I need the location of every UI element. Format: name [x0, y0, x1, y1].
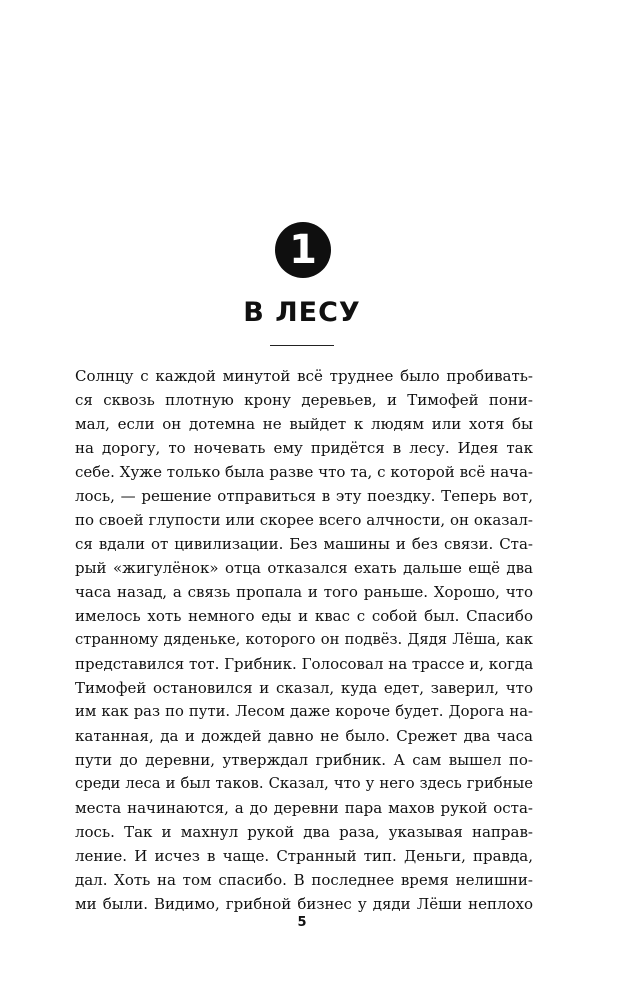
text-line: дал. Хоть на том спасибо. В последнее время нелишни-: [75, 871, 533, 889]
chapter-number-badge: 1: [275, 222, 331, 278]
text-line: часа назад, а связь пропала и того раньше. Хорошо, что: [75, 583, 533, 601]
text-line: рый «жигулёнок» отца отказался ехать дальше ещё два: [75, 559, 533, 577]
text-line: лось, — решение отправиться в эту поездку. Теперь вот,: [75, 487, 533, 505]
text-line: ми были. Видимо, грибной бизнес у дяди Лёши неплохо: [75, 895, 533, 913]
text-line: Солнцу с каждой минутой всё труднее было пробивать-: [75, 367, 533, 385]
text-line: имелось хоть немного еды и квас с собой был. Спасибо: [75, 607, 533, 625]
text-line: лось. Так и махнул рукой два раза, указывая направ-: [75, 823, 533, 841]
text-line: места начинаются, а до деревни пара махов рукой оста-: [75, 799, 533, 817]
text-line: мал, если он дотемна не выйдет к людям или хотя бы: [75, 415, 533, 433]
text-line: ление. И исчез в чаще. Странный тип. Деньги, правда,: [75, 847, 533, 865]
text-line: им как раз по пути. Лесом даже короче будет. Дорога на-: [75, 703, 533, 720]
text-line: ся вдали от цивилизации. Без машины и без связи. Ста-: [75, 535, 533, 553]
title-divider: [270, 345, 334, 346]
text-line: странному дяденьке, которого он подвёз. Дядя Лёша, как: [75, 631, 533, 648]
page-number: 5: [297, 915, 307, 930]
text-line: себе. Хуже только была разве что та, с которой всё нача-: [75, 463, 533, 481]
text-line: среди леса и был таков. Сказал, что у него здесь грибные: [75, 775, 533, 792]
text-line: на дорогу, то ночевать ему придётся в лесу. Идея так: [75, 439, 533, 457]
text-line: по своей глупости или скорее всего алчности, он оказал-: [75, 511, 533, 529]
text-line: ся сквозь плотную крону деревьев, и Тимофей пони-: [75, 391, 533, 409]
text-line: представился тот. Грибник. Голосовал на трассе и, когда: [75, 655, 533, 673]
body-text: [75, 364, 533, 916]
text-line: катанная, да и дождей давно не было. Срежет два часа: [75, 727, 533, 745]
text-line: Тимофей остановился и сказал, куда едет, заверил, что: [75, 679, 533, 697]
chapter-title: В ЛЕСУ: [243, 297, 361, 328]
text-line: пути до деревни, утверждал грибник. А сам вышел по-: [75, 751, 533, 769]
